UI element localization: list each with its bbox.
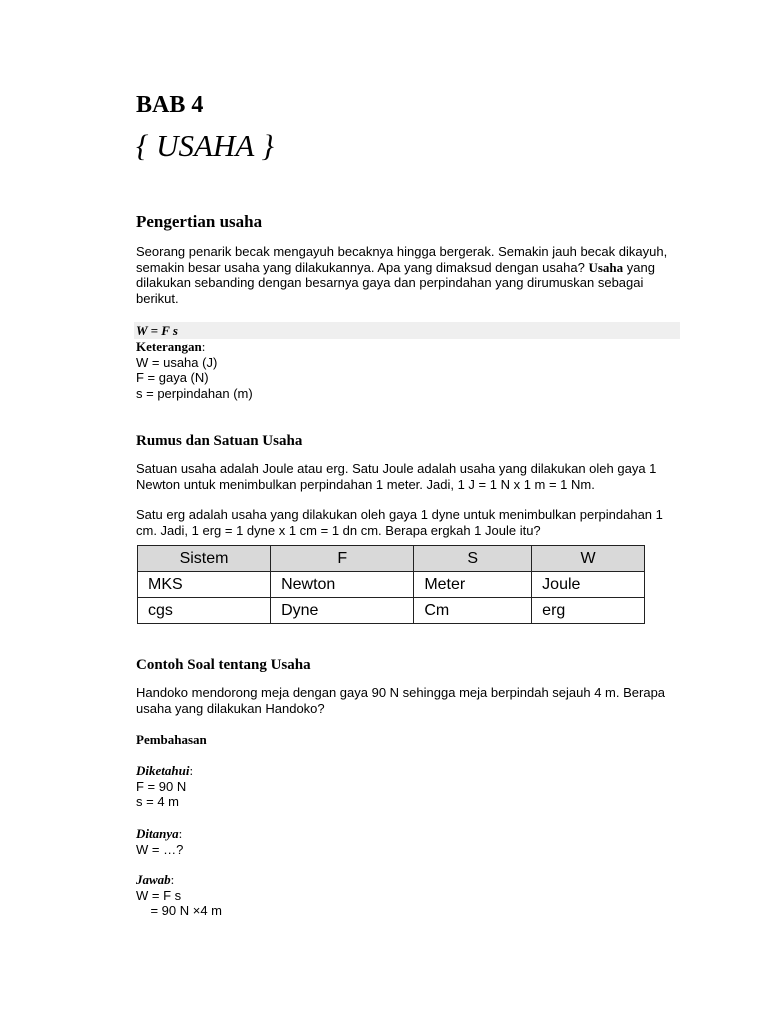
legend-line: W = usaha (J) [136, 354, 218, 370]
table-cell: Newton [271, 572, 414, 598]
legend-line: F = gaya (N) [136, 370, 209, 385]
discussion-label: Pembahasan [136, 732, 207, 747]
question-text: Handoko mendorong meja dengan gaya 90 N sehingga meja berpindah sejauh 4 m. Berapa usaha yang dilakukan Handoko? [136, 685, 666, 716]
table-cell: Joule [532, 572, 645, 598]
table-header-cell: W [532, 546, 645, 572]
table-cell: Cm [414, 598, 532, 624]
chapter-title: { USAHA } [136, 128, 274, 163]
chapter-number: BAB 4 [136, 92, 204, 118]
formula-text: W = F s [136, 323, 178, 338]
table-row [138, 572, 645, 598]
known-line: s = 4 m [136, 794, 179, 809]
table-header-cell: Sistem [138, 546, 271, 572]
table-cell: cgs [138, 598, 271, 624]
table-cell: erg [532, 598, 645, 624]
legend-block [136, 339, 676, 401]
legend-colon: : [201, 339, 206, 354]
section-heading-pengertian: Pengertian usaha [136, 212, 263, 231]
known-block: Diketahui: F = 90 N s = 4 m [136, 763, 676, 810]
table-header-cell: F [271, 546, 414, 572]
table-cell: MKS [138, 572, 271, 598]
table-cell: Dyne [271, 598, 414, 624]
answer-block: Jawab: W = F s = 90 N ×4 m [136, 872, 676, 919]
section-heading-contoh: Contoh Soal tentang Usaha [136, 657, 311, 673]
answer-line: W = F s [136, 887, 182, 903]
paragraph-bold-term: Usaha [588, 259, 624, 275]
paragraph-text: Seorang penarik becak mengayuh becaknya hingga bergerak. Semakin jauh becak dikayuh, semakin besar usaha yang dilakukannya. Apa yang dimaksud dengan usaha? [136, 244, 668, 275]
paragraph-satuan-1: Satuan usaha adalah Joule atau erg. Satu Joule adalah usaha yang dilakukan oleh gaya 1 Newton untuk menimbulkan perpindahan 1 meter. Jadi, 1 J = 1 N x 1 m = 1 Nm. [136, 461, 657, 492]
paragraph-text: yang dilakukan sebanding dengan besarnya gaya dan perpindahan yang dirumuskan sebagai berikut. [136, 259, 655, 306]
answer-line: = 90 N ×4 m [136, 903, 222, 918]
legend-line: s = perpindahan (m) [136, 385, 253, 401]
answer-label: Jawab [136, 872, 171, 887]
asked-label: Ditanya [136, 826, 179, 841]
table-header-cell: S [414, 546, 532, 572]
known-line: F = 90 N [136, 778, 187, 794]
legend-label: Keterangan [136, 339, 202, 354]
table-cell: Meter [414, 572, 532, 598]
asked-block: Ditanya: W = …? [136, 826, 676, 857]
section-heading-rumus: Rumus dan Satuan Usaha [136, 433, 303, 449]
asked-line: W = …? [136, 841, 184, 857]
table-header-row [138, 546, 645, 572]
paragraph-pengertian [136, 244, 676, 306]
known-label: Diketahui [136, 763, 190, 778]
formula-highlight [134, 322, 680, 339]
paragraph-satuan-2: Satu erg adalah usaha yang dilakukan oleh gaya 1 dyne untuk menimbulkan perpindahan 1 cm. Jadi, 1 erg = 1 dyne x 1 cm = 1 dn cm. Berapa ergkah 1 Joule itu? [136, 507, 663, 538]
units-table [137, 545, 645, 624]
table-row [138, 598, 645, 624]
